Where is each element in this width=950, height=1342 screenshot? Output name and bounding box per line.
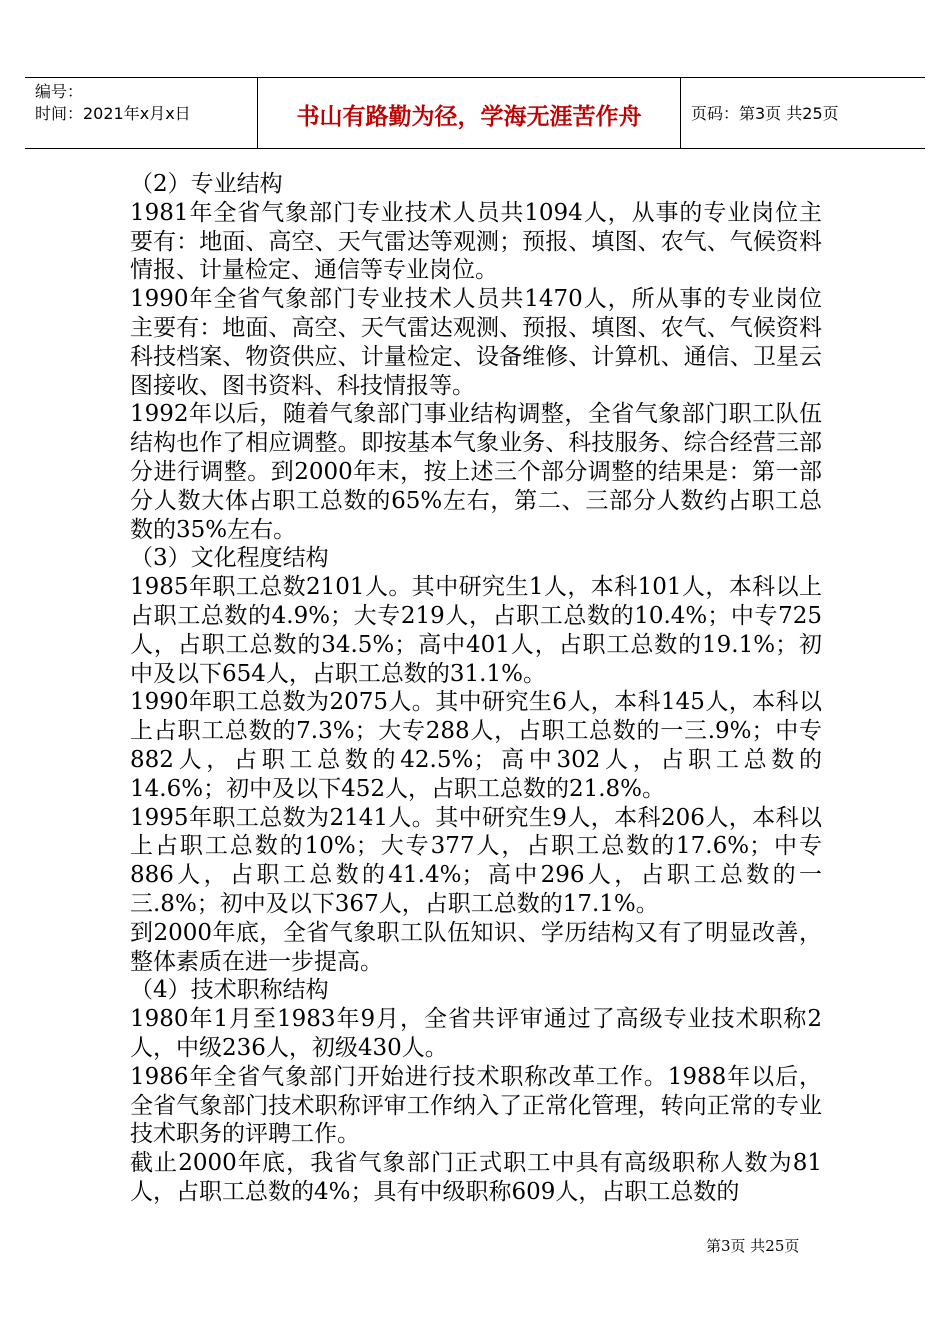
section-heading-title-structure: （4）技术职称结构 bbox=[130, 977, 329, 1004]
paragraph: 截止2000年底，我省气象部门正式职工中具有高级职称人数为81人，占职工总数的4%；具有中级职称609人，占职工总数的 bbox=[130, 1150, 822, 1205]
time-label: 时间：2021年x月x日 bbox=[35, 104, 191, 123]
paragraph: 1992年以后，随着气象部门事业结构调整，全省气象部门职工队伍结构也作了相应调整。即按基本气象业务、科技服务、综合经营三部分进行调整。到2000年末，按上述三个部分调整的结果是：第一部分人数大体占职工总数的65%左右，第二、三部分人数约占职工总数的35%左右。 bbox=[130, 401, 822, 543]
paragraph: 1981年全省气象部门专业技术人员共1094人，从事的专业岗位主要有：地面、高空、天气雷达等观测；预报、填图、农气、气候资料情报、计量检定、通信等专业岗位。 bbox=[130, 199, 822, 284]
paragraph: 1990年全省气象部门专业技术人员共1470人，所从事的专业岗位主要有：地面、高空、天气雷达观测、预报、填图、农气、气候资料科技档案、物资供应、计量检定、设备维修、计算机、通信、卫星云图接收、图书资料、科技情报等。 bbox=[130, 286, 822, 399]
paragraph: 1986年全省气象部门开始进行技术职称改革工作。1988年以后，全省气象部门技术职称评审工作纳入了正常化管理，转向正常的专业技术职务的评聘工作。 bbox=[130, 1063, 822, 1148]
paragraph: 1985年职工总数2101人。其中研究生1人，本科101人，本科以上占职工总数的4.9%；大专219人，占职工总数的10.4%；中专725人，占职工总数的34.5%；高中401人，占职工总数的19.1%；初中及以下654人，占职工总数的31.1%。 bbox=[130, 574, 822, 687]
paragraph: 1995年职工总数为2141人。其中研究生9人，本科206人，本科以上占职工总数的10%；大专377人，占职工总数的17.6%；中专886人，占职工总数的41.4%；高中296人，占职工总数的一三.8%；初中及以下367人，占职工总数的17.1%。 bbox=[130, 804, 822, 917]
header-divider bbox=[680, 78, 681, 148]
document-body bbox=[130, 170, 822, 1207]
paragraph: 到2000年底，全省气象职工队伍知识、学历结构又有了明显改善，整体素质在进一步提高。 bbox=[130, 919, 822, 975]
header-motto: 书山有路勤为径，学海无涯苦作舟 bbox=[296, 104, 642, 130]
page-header bbox=[25, 77, 925, 149]
paragraph: 1980年1月至1983年9月，全省共评审通过了高级专业技术职称2人，中级236人，初级430人。 bbox=[130, 1006, 822, 1061]
paragraph: 1990年职工总数为2075人。其中研究生6人，本科145人，本科以上占职工总数的7.3%；大专288人，占职工总数的一三.9%；中专882人，占职工总数的42.5%；高中302人，占职工总数的14.6%；初中及以下452人，占职工总数的21.8%。 bbox=[130, 689, 822, 802]
page-footer-number: 第3页 共25页 bbox=[706, 1237, 800, 1255]
section-heading-education-structure: （3）文化程度结构 bbox=[130, 545, 329, 572]
header-page-info: 页码：第3页 共25页 bbox=[691, 104, 839, 123]
section-heading-major-structure: （2）专业结构 bbox=[130, 171, 283, 197]
serial-number-label: 编号： bbox=[35, 82, 84, 101]
header-meta bbox=[35, 81, 275, 125]
